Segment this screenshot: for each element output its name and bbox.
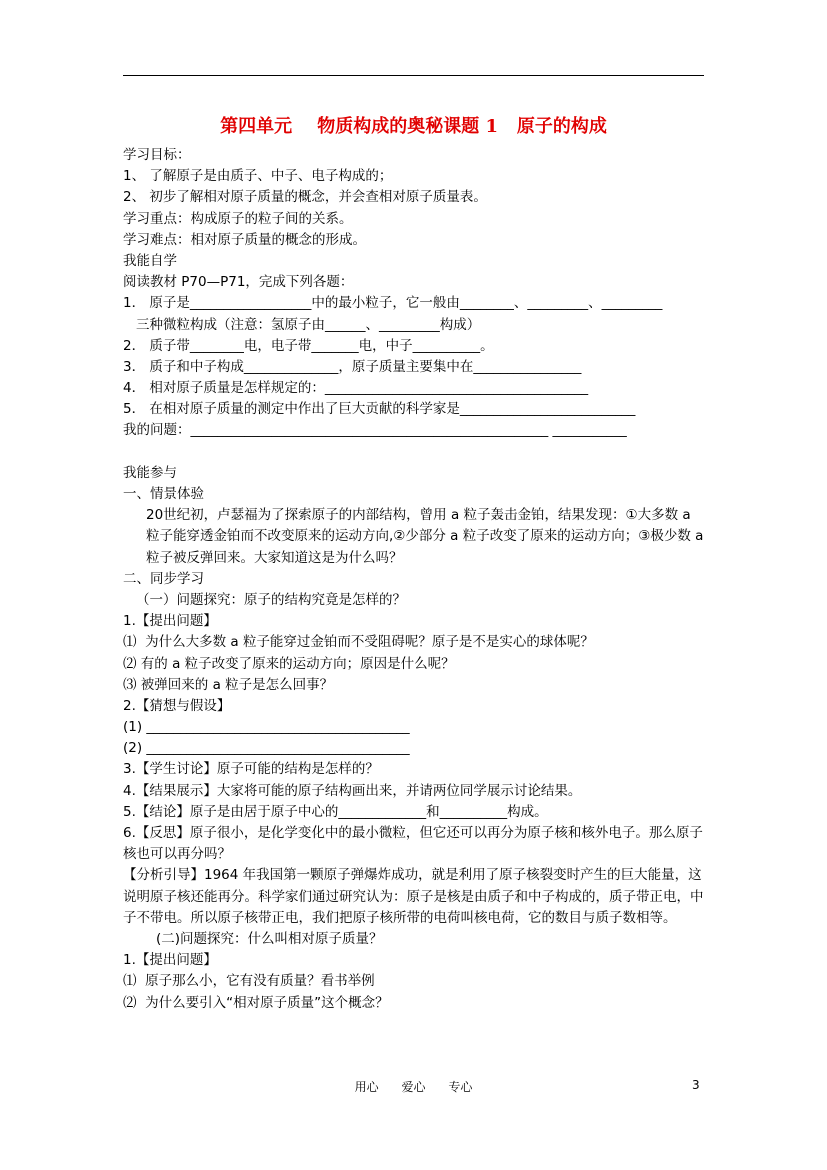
text-line: 学习目标： bbox=[123, 147, 191, 163]
text-line: ⑴ 原子那么小，它有没有质量？看书举例 bbox=[123, 973, 375, 990]
subsection-heading: (二)问题探究：什么叫相对原子质量？ bbox=[156, 931, 383, 948]
text-line: 2、 初步了解相对原子质量的概念，并会查相对原子质量表。 bbox=[123, 189, 487, 206]
section-heading: 我能参与 bbox=[123, 464, 177, 481]
question-line: 我的问题：_____________________________________________________ ___________ bbox=[123, 422, 627, 439]
text-line: 2.【猜想与假设】 bbox=[123, 697, 231, 714]
text-line: 阅读教材 P70—P71，完成下列各题： bbox=[123, 274, 354, 291]
text-line: 5.【结论】原子是由居于原子中心的_____________和__________构成。 bbox=[123, 803, 548, 820]
text-line: 学习重点：构成原子的粒子间的关系。 bbox=[123, 210, 353, 227]
question-line: 1． 原子是__________________中的最小粒子，它一般由________、_________、_________ bbox=[123, 295, 663, 312]
text-line: 1.【提出问题】 bbox=[123, 952, 217, 969]
text-line: ⑶ 被弹回来的 a 粒子是怎么回事？ bbox=[123, 676, 334, 693]
paragraph: 20世纪初，卢瑟福为了探索原子的内部结构，曾用 a 粒子轰击金铂，结果发现：①大多数 a 粒子能穿透金铂而不改变原来的运动方向,②少部分 a 粒子改变了原来的运动方向；③极少数 a 粒子被反弹回来。大家知道这是为什么吗？ bbox=[146, 507, 704, 566]
text-line: 3.【学生讨论】原子可能的结构是怎样的？ bbox=[123, 761, 379, 778]
text-line: ⑵ 有的 a 粒子改变了原来的运动方向；原因是什么呢？ bbox=[123, 655, 455, 672]
question-line: 三种微粒构成（注意：氢原子由______、_________构成） bbox=[136, 316, 481, 333]
text-line: ⑴ 为什么大多数 a 粒子能穿过金铂而不受阻碍呢？原子是不是实心的球体呢？ bbox=[123, 634, 594, 651]
document-body bbox=[123, 145, 704, 1014]
subsection-heading: （一）问题探究：原子的结构究竟是怎样的？ bbox=[136, 591, 406, 608]
subsection-heading: 一、情景体验 bbox=[123, 486, 204, 502]
text-line: 1.【提出问题】 bbox=[123, 613, 217, 630]
header-rule bbox=[123, 75, 704, 76]
text-line: ⑵ 为什么要引入“相对原子质量”这个概念？ bbox=[123, 994, 389, 1011]
text-line: (2) _______________________________________ bbox=[123, 740, 410, 757]
paragraph: 【分析引导】1964 年我国第一颗原子弹爆炸成功，就是利用了原子核裂变时产生的巨大能量，这说明原子核还能再分。科学家们通过研究认为：原子是核是由质子和中子构成的，质子带正电，中子不带电。所以原子核带正电，我们把原子核所带的电荷叫核电荷，它的数目与质子数相等。 bbox=[123, 867, 704, 926]
question-line: 5． 在相对原子质量的测定中作出了巨大贡献的科学家是__________________________ bbox=[123, 401, 636, 418]
page-number: 3 bbox=[692, 1078, 700, 1092]
page-title: 第四单元 物质构成的奥秘课题 1 原子的构成 bbox=[220, 116, 607, 137]
question-line: 3． 质子和中子构成______________，原子质量主要集中在________________ bbox=[123, 358, 582, 375]
text-line: 学习难点：相对原子质量的概念的形成。 bbox=[123, 231, 366, 248]
paragraph: 6.【反思】原子很小，是化学变化中的最小微粒，但它还可以再分为原子核和核外电子。那么原子核也可以再分吗？ bbox=[123, 825, 703, 863]
question-line: 4． 相对原子质量是怎样规定的：_______________________________________ bbox=[123, 380, 589, 397]
text-line: 1、 了解原子是由质子、中子、电子构成的； bbox=[123, 168, 393, 185]
page-footer: 用心 爱心 专心 bbox=[354, 1080, 473, 1094]
question-line: 2． 质子带________电，电子带_______电，中子__________。 bbox=[123, 337, 494, 354]
section-heading: 我能自学 bbox=[123, 252, 177, 269]
subsection-heading: 二、同步学习 bbox=[123, 570, 204, 587]
text-line: 4.【结果展示】大家将可能的原子结构画出来，并请两位同学展示讨论结果。 bbox=[123, 782, 582, 799]
spacer bbox=[123, 442, 704, 463]
text-line: (1) _______________________________________ bbox=[123, 719, 410, 736]
